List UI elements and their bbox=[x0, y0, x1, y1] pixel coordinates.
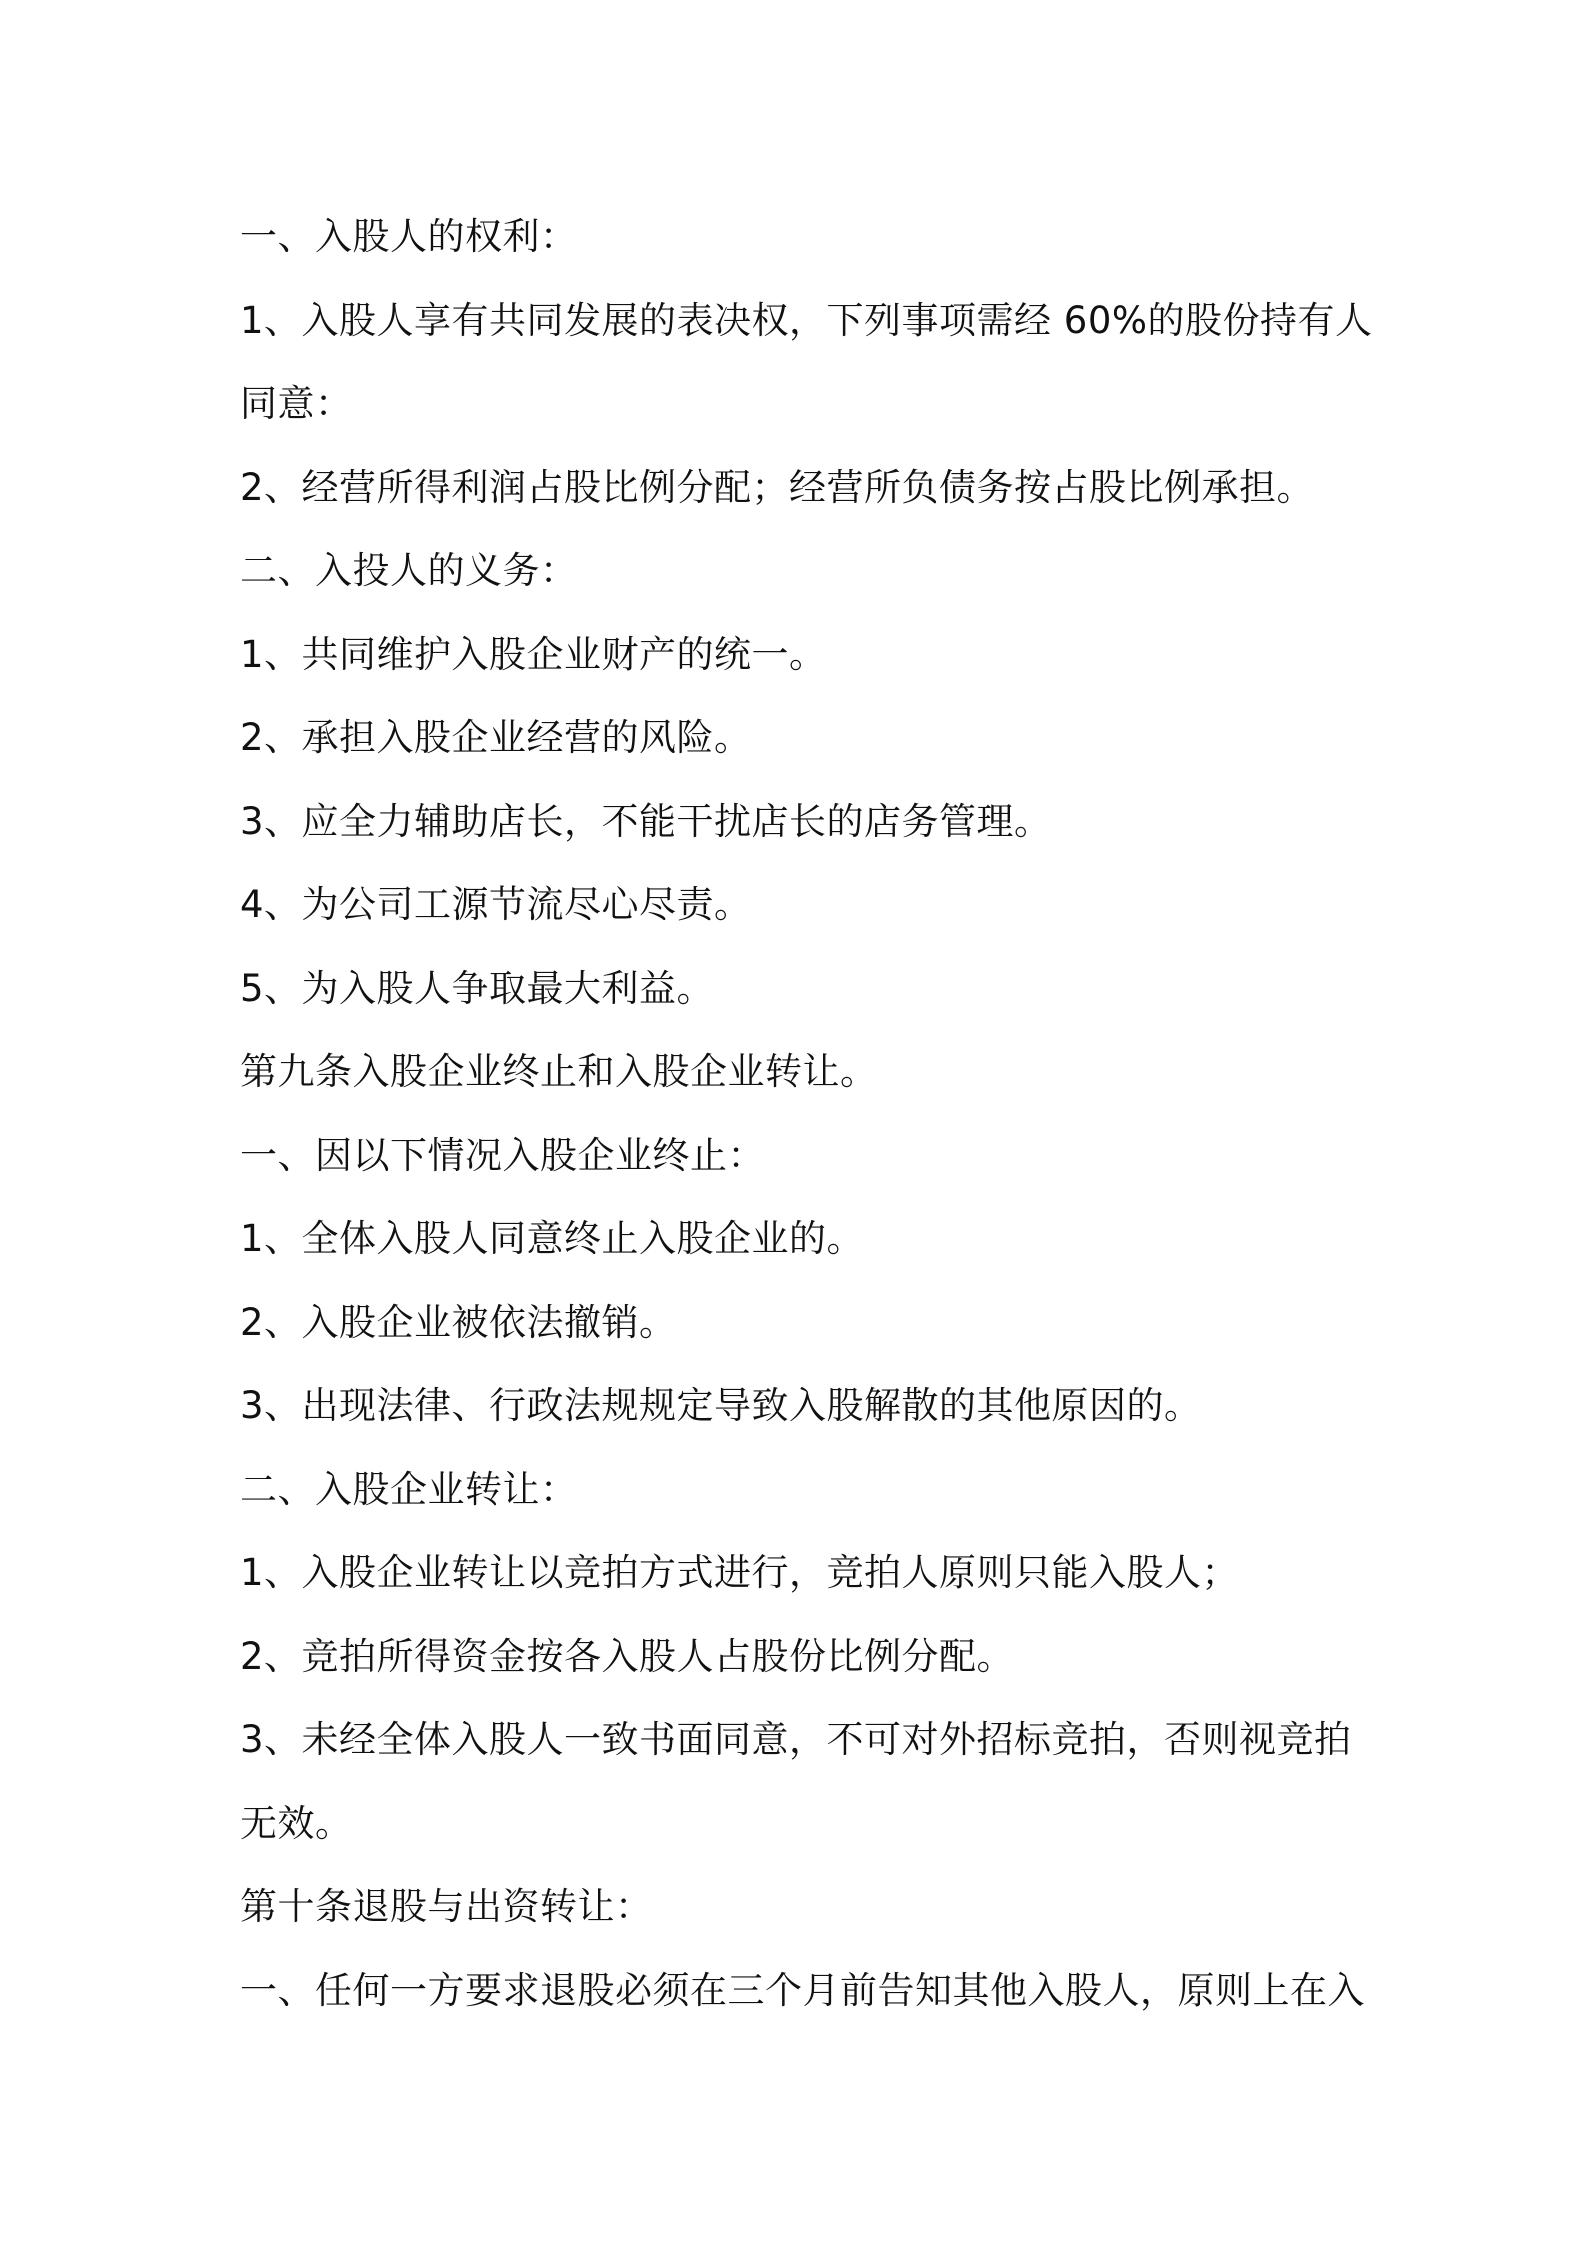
paragraph-line: 一、任何一方要求退股必须在三个月前告知其他入股人，原则上在入 bbox=[240, 1968, 1365, 2012]
paragraph-line: 3、未经全体入股人一致书面同意，不可对外招标竞拍，否则视竞拍 bbox=[240, 1718, 1352, 1761]
section-heading-obligations: 二、入投人的义务： bbox=[240, 549, 578, 592]
section-heading-termination: 一、因以下情况入股企业终止： bbox=[240, 1133, 765, 1177]
paragraph-line: 3、应全力辅助店长，不能干扰店长的店务管理。 bbox=[240, 799, 1052, 843]
paragraph-line: 2、经营所得利润占股比例分配；经营所负债务按占股比例承担。 bbox=[240, 465, 1315, 509]
paragraph-line: 同意： bbox=[240, 382, 353, 425]
article-heading-tenth: 第十条退股与出资转让： bbox=[240, 1885, 653, 1928]
paragraph-line: 3、出现法律、行政法规规定导致入股解散的其他原因的。 bbox=[240, 1384, 1202, 1427]
paragraph-line: 1、全体入股人同意终止入股企业的。 bbox=[240, 1217, 865, 1260]
paragraph-line: 2、入股企业被依法撤销。 bbox=[240, 1300, 677, 1344]
paragraph-line: 5、为入股人争取最大利益。 bbox=[240, 966, 715, 1010]
paragraph-line: 1、共同维护入股企业财产的统一。 bbox=[240, 632, 827, 676]
section-heading-rights: 一、入股人的权利： bbox=[240, 215, 578, 258]
paragraph-line: 1、入股人享有共同发展的表决权，下列事项需经 60%的股份持有人 bbox=[240, 298, 1373, 342]
paragraph-line: 2、承担入股企业经营的风险。 bbox=[240, 716, 752, 759]
article-heading-ninth: 第九条入股企业终止和入股企业转让。 bbox=[240, 1050, 878, 1093]
section-heading-transfer: 二、入股企业转让： bbox=[240, 1467, 578, 1511]
paragraph-line: 2、竞拍所得资金按各入股人占股份比例分配。 bbox=[240, 1634, 1015, 1678]
paragraph-line: 4、为公司工源节流尽心尽责。 bbox=[240, 883, 752, 926]
paragraph-line: 无效。 bbox=[240, 1801, 353, 1845]
document-body bbox=[240, 195, 1373, 2032]
paragraph-line: 1、入股企业转让以竞拍方式进行，竞拍人原则只能入股人； bbox=[240, 1551, 1240, 1594]
